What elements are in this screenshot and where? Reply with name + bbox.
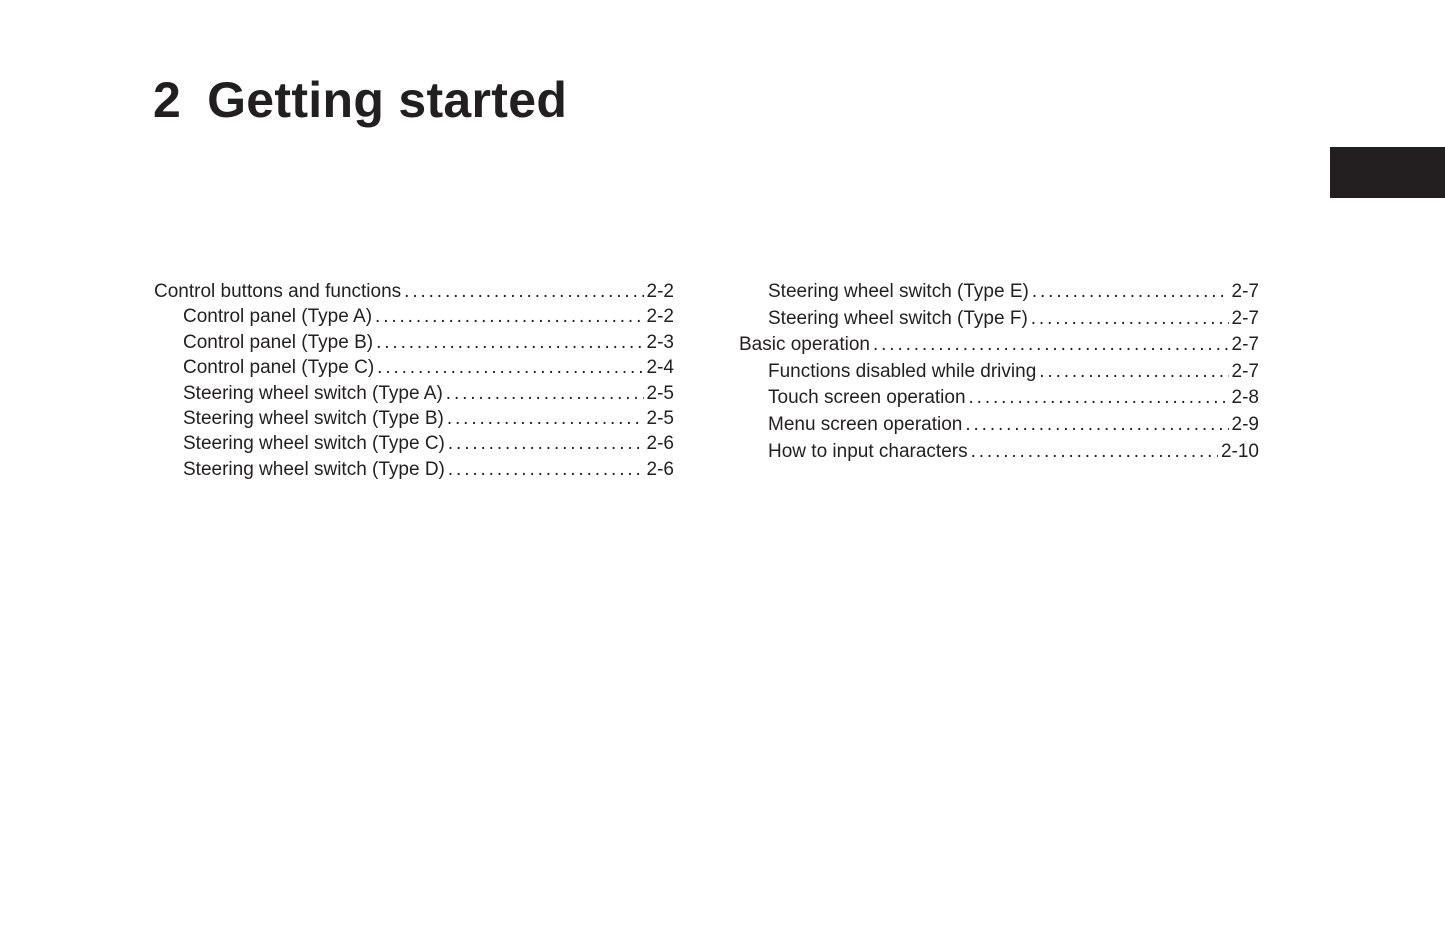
toc-entry-page: 2-7 (1231, 360, 1259, 382)
toc-entry-page: 2-8 (1231, 387, 1259, 409)
toc-leader-dots (377, 355, 643, 380)
toc-leader-dots (971, 439, 1218, 466)
toc-entry-title: Control buttons and functions (154, 281, 402, 302)
toc-entry-title: Steering wheel switch (Type C) (183, 433, 445, 455)
toc-entry-page: 2-3 (646, 331, 674, 353)
toc-entry-title: Steering wheel switch (Type A) (183, 382, 443, 404)
toc-entry[interactable] (154, 381, 674, 406)
toc-entry[interactable] (154, 406, 674, 431)
toc-leader-dots (965, 412, 1228, 439)
toc-entry[interactable] (154, 431, 674, 456)
toc-entry-title: Control panel (Type B) (183, 331, 374, 353)
toc-leader-dots (447, 406, 644, 431)
toc-entry[interactable] (154, 279, 674, 304)
toc-entry-page: 2-6 (646, 433, 674, 455)
toc-leader-dots (446, 381, 644, 406)
toc-entry-title: Functions disabled while driving (768, 360, 1037, 382)
toc-entry-page: 2-2 (646, 281, 674, 302)
toc-entry-title: Control panel (Type C) (183, 357, 375, 379)
toc-entry-title: Menu screen operation (768, 413, 963, 435)
toc-entry-page: 2-10 (1220, 440, 1259, 462)
chapter-thumb-tab (1330, 147, 1445, 198)
toc-leader-dots (376, 330, 643, 355)
toc-leader-dots (1032, 279, 1229, 306)
toc-entry-title: Steering wheel switch (Type F) (768, 307, 1028, 329)
toc-entry-page: 2-4 (646, 357, 674, 379)
toc-left-column (154, 279, 674, 482)
toc-entry-page: 2-5 (646, 382, 674, 404)
toc-entry[interactable] (154, 457, 674, 482)
chapter-number: 2 (153, 72, 182, 128)
toc-entry[interactable] (154, 355, 674, 380)
toc-entry[interactable] (739, 412, 1259, 439)
toc-entry[interactable] (739, 332, 1259, 359)
toc-entry[interactable] (739, 385, 1259, 412)
toc-leader-dots (873, 332, 1229, 359)
toc-entry-page: 2-5 (646, 407, 674, 429)
toc-entry-page: 2-9 (1231, 413, 1259, 435)
toc-entry[interactable] (154, 304, 674, 329)
toc-entry-title: Steering wheel switch (Type B) (183, 407, 444, 429)
toc-entry-title: How to input characters (768, 440, 968, 462)
toc-entry[interactable] (739, 279, 1259, 306)
toc-leader-dots (448, 457, 644, 482)
toc-leader-dots (1031, 306, 1229, 333)
toc-right-column (739, 279, 1259, 465)
toc-entry[interactable] (739, 359, 1259, 386)
toc-leader-dots (375, 304, 643, 329)
toc-leader-dots (969, 385, 1229, 412)
chapter-title: Getting started (207, 72, 568, 128)
toc-entry[interactable] (739, 306, 1259, 333)
toc-entry-title: Basic operation (739, 334, 870, 356)
toc-entry[interactable] (154, 330, 674, 355)
toc-entry-page: 2-2 (646, 306, 674, 328)
toc-entry-title: Steering wheel switch (Type E) (768, 281, 1029, 302)
toc-entry-page: 2-7 (1231, 334, 1259, 356)
chapter-heading (153, 70, 567, 130)
toc-entry-title: Touch screen operation (768, 387, 966, 409)
toc-entry[interactable] (739, 439, 1259, 466)
toc-entry-title: Steering wheel switch (Type D) (183, 458, 445, 480)
toc-entry-page: 2-7 (1231, 281, 1259, 302)
toc-entry-page: 2-6 (646, 458, 674, 480)
toc-entry-page: 2-7 (1231, 307, 1259, 329)
toc-leader-dots (404, 279, 643, 304)
toc-leader-dots (448, 431, 644, 456)
toc-leader-dots (1039, 359, 1228, 386)
toc-entry-title: Control panel (Type A) (183, 306, 373, 328)
